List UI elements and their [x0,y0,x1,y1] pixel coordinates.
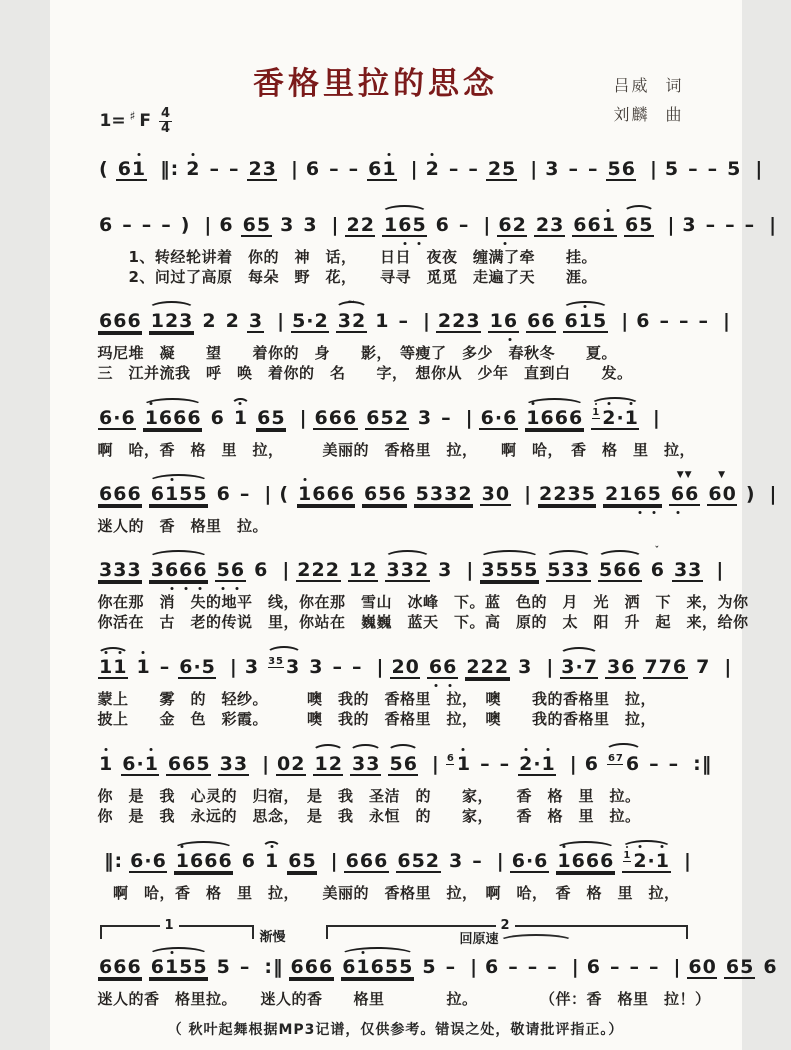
lyrics-line: 啊 哈，香 格 里 拉， 美丽的 香格里 拉， 啊 哈， 香 格 里 拉， [97,441,696,460]
note-token: – [159,656,170,679]
barline: | [431,753,439,776]
key-prefix: 1= [99,111,126,132]
note-token: $^{67}$ 6 [607,753,640,776]
note-token: – [209,158,219,181]
barline: | [376,656,384,679]
note-token: $^1$ 2 ·1 [591,408,640,430]
barline: | [569,753,577,776]
note-token: 5332 [415,483,472,506]
a-tempo-label: 回原速 [460,928,499,947]
note-token: 36 [606,656,635,679]
notation-line [98,470,777,516]
note-token: 6 6 [427,658,457,679]
system-5 [97,470,777,536]
note-token: – [141,214,152,237]
note-token: – [668,753,679,776]
barline: | [422,310,430,333]
note-token: – [441,407,451,430]
note-token: 3 [417,407,432,430]
note-token: 661 [572,216,617,237]
lyrics-line: 迷人的 香 格里 拉。 [97,517,269,536]
note-token: 1 [135,658,151,677]
note-token: – [659,310,669,333]
note-token: – [472,850,482,873]
note-token: 3 [280,214,294,237]
note-token: 65 [242,214,271,237]
lyricist-credit [613,72,683,101]
barline: | [649,158,657,181]
note-token: 56 [389,753,417,776]
note-token: – [499,753,510,776]
barline: | [722,310,730,333]
note-token: 666 [345,850,388,873]
note-token: 66 [527,310,555,333]
note-token: 6 [636,310,650,333]
note-token: 1 666 [556,852,615,873]
lyrics-line: 1、转经轮讲着 你的 神 话， 日日 夜夜 缠满了牵 挂。 [97,248,597,267]
note-token: 566 [599,559,641,582]
note-token: – [587,158,598,181]
note-token: 1 666 [525,409,584,430]
note-token: 3 [244,656,259,679]
lyricist-role: 词 [665,76,684,95]
note-token: 1 666 [174,852,233,873]
note-token: – [527,956,538,979]
note-token: – [568,158,578,181]
note-token: 3 [682,214,696,237]
grace-notes: 67 [607,753,623,765]
note-token: 1 [232,409,248,428]
note-token: 6 [485,956,499,979]
note-token: 60 ▼ [708,470,736,506]
notation-line [98,642,732,689]
lyrics-line: 披上 金 色 彩霞。 噢 我的 香格里 拉， 噢 我的香格里 拉， [97,710,657,729]
note-token: 123 [150,310,193,333]
note-token: 61 655 [341,958,414,979]
system-4 [98,393,694,460]
system-1 [98,145,763,191]
note-token: 5 [216,956,230,979]
note-token: 61 55 [149,958,208,979]
note-token: – [547,956,557,979]
note-token: 6 [241,850,255,873]
note-token: 65 [725,956,754,979]
barline: | [466,559,474,582]
note-token: 2 [424,160,440,179]
note-token: 6 [305,158,320,181]
note-token: 1 [263,852,279,871]
note-token: 6·6 [480,407,517,430]
ornament-mark: ~ [347,297,356,308]
lyrics-line: 2、问过了高原 每朵 野 花， 寻寻 觅觅 走遍了天 涯。 [97,268,597,287]
note-token: 61 55 [149,485,208,506]
note-token: 32 ~ [337,297,366,333]
volta-tempo-row [98,913,694,948]
note-token: 16 5 [382,216,427,237]
note-token: 222 [466,656,509,679]
note-token: 6·1 [121,755,160,776]
note-token: 3 [309,656,323,679]
barline: :‖ [264,956,283,979]
footer-note: （ 秋叶起舞根据MP3记谱，仅供参考。错误之处，敬请批评指正。） [167,1022,624,1039]
note-token: 333 [99,559,141,582]
system-8 [97,739,712,826]
credits [613,72,683,130]
note-token: 5 [727,158,741,181]
notation-line [98,297,730,343]
note-token: 666 [314,407,357,430]
note-token: – [508,956,518,979]
note-token: – [351,656,362,679]
grace-notes: 6 [446,753,454,765]
note-token: $^1$ 2 ·1 [622,851,671,873]
note-token: 6 2 [497,216,527,237]
note-token: 60 [688,956,716,979]
note-token: 7 [696,656,710,679]
barline: | [229,656,237,679]
note-token: 6·5 [179,656,215,679]
lyrics-line: 蒙上 雾 的 轻纱。 噢 我的 香格里 拉， 噢 我的香格里 拉， [97,690,657,709]
note-token: 666 [290,956,333,979]
note-token: 2 [185,160,201,179]
note-token: 3 [518,656,532,679]
note-token: ) [180,214,190,237]
note-token: 12 [314,753,342,776]
note-token: – [688,158,698,181]
note-token: 33 [351,753,380,776]
notation-line [98,836,694,883]
barline: | [496,850,504,873]
system-10 [97,943,777,1009]
composer-name: 刘麟 [613,104,650,124]
note-token: 223 [437,310,480,333]
note-token: – [678,310,689,333]
system-3 [97,297,730,383]
note-token: 6 6 ▼▼ [669,485,699,506]
barline: | [299,407,307,430]
note-token: – [348,158,359,181]
note-token: 666 [99,310,141,333]
barline: | [769,483,777,506]
barline: | [621,310,629,333]
barline: | [673,956,681,979]
lyricist-name: 吕威 [613,76,650,95]
note-token: $^6$ 1 [445,754,471,774]
note-token: 6 [216,483,230,506]
notation-line [98,546,724,592]
note-token: 1 [375,310,389,333]
note-token: 6 [586,956,600,979]
lyrics-line: 玛尼堆 凝 望 着你的 身 影， 等瘦了 多少 春秋冬 夏。 [97,344,618,363]
meter-top: 4 [161,106,171,121]
note-token: 25 [487,158,516,181]
barline: | [652,407,660,430]
note-token: 33 [673,559,702,582]
note-token: – [229,158,239,181]
barline: | [264,483,272,506]
barline: | [262,753,270,776]
system-2 [97,201,777,287]
lyrics-line: 你活在 古 老的传说 里，你站在 巍巍 蓝天 下。高 原的 太 阳 升 起 来，给你 [97,613,749,632]
sharp-accidental: ♯ [129,109,136,124]
note-token: – [329,158,339,181]
note-token: 61 [116,160,146,181]
system-9 [98,836,694,903]
barline: | [410,158,418,181]
note-token: 652 [397,850,440,873]
barline: | [684,850,691,873]
note-token: 666 [99,956,141,979]
volta-2-bracket [326,918,688,948]
note-token: – [468,158,478,181]
note-token: 2235 [539,483,595,506]
note-token: 6 [99,214,113,237]
note-token: – [445,956,456,979]
note-token: 6·6 [99,407,135,430]
note-token: 12 [349,559,377,582]
note-token: – [629,956,639,979]
lyrics-line: 你 是 我 永远的 思念， 是 我 永恒 的 家， 香 格 里 拉。 [97,807,641,826]
note-token: 1 666 [143,409,202,430]
note-token: – [239,956,250,979]
note-token: – [707,158,718,181]
note-token: 3 [449,850,463,873]
barline: | [204,214,212,237]
note-token: – [332,656,342,679]
note-token: 33 [219,753,248,776]
note-token: 61 5 [563,312,608,333]
note-token: 3 [303,214,317,237]
ornament-mark: ˇ [654,546,661,557]
note-token: 20 [391,656,419,679]
barline: | [571,956,579,979]
note-token: 3 [545,158,559,181]
note-token: – [122,214,132,237]
volta-1-label: 1 [160,918,179,933]
note-token: 776 [644,656,687,679]
barline: | [282,559,290,582]
sheet-music-page [50,0,777,1050]
note-token: – [648,956,659,979]
note-token: 5 [422,956,436,979]
notation-line [98,943,777,989]
note-token: 65 [257,407,285,430]
barline: | [546,656,554,679]
note-token: – [458,214,469,237]
note-token: ( [99,158,108,181]
note-token: 666 [99,483,141,506]
grace-notes: 1 [623,850,631,862]
song-title: 香格里拉的思念 [253,66,498,102]
note-token: 6 [210,407,224,430]
barline: :‖ [693,753,712,776]
note-token: – [398,310,408,333]
rit-label: 渐慢 [258,926,288,945]
barline: | [524,483,532,506]
lyrics-line: 你 是 我 心灵的 归宿， 是 我 圣洁 的 家， 香 格 里 拉。 [97,787,641,806]
note-token: 2 ·1 [518,755,557,776]
note-token: 6 [254,559,268,582]
system-6 [97,546,749,632]
note-token: 652 [366,407,408,430]
note-token: 6 [219,214,233,237]
note-token: – [705,214,716,237]
note-token: 65 [288,850,316,873]
barline: ‖: [160,158,179,181]
barline: | [330,850,338,873]
note-token: – [649,753,659,776]
note-token: ) [745,483,755,506]
note-token: 22 [346,214,374,237]
notation-line [98,145,763,191]
note-token: 6·6 [130,850,166,873]
volta-2-label: 2 [496,918,515,933]
note-token: 216 5 [603,485,662,506]
note-token: 2 [225,310,239,333]
note-token: – [161,214,171,237]
note-token: – [725,214,735,237]
note-token: ( [279,483,289,506]
lyrics-line: 迷人的香 格里拉。 迷人的香 格里 拉。 （伴：香 格里 拉！） [97,990,711,1009]
note-token: 65 [625,214,653,237]
ornament-mark: ▼ [718,470,727,481]
note-token: 3 [248,310,263,333]
note-token: 1 1 [98,658,128,679]
barline: | [724,656,732,679]
note-token: 23 [248,158,276,181]
note-token: 16 [488,312,518,333]
ornament-mark: ▼▼ [676,470,693,481]
barline: | [290,158,298,181]
note-token: – [448,158,459,181]
note-token: – [609,956,620,979]
notation-line [98,201,777,247]
note-token: 3·7 [561,656,597,679]
note-token: 5·2 [292,310,328,333]
note-token: 6 ˇ [650,546,664,582]
note-token: 3 [438,559,452,582]
barline: | [331,214,339,237]
note-token: 3555 [481,559,538,582]
note-token: 5 [664,158,679,181]
note-token: 1 666 [297,485,356,506]
barline: ‖: [104,850,123,873]
grace-notes: 35 [268,656,284,668]
barline: | [277,310,285,333]
note-token: 1 [98,755,114,774]
time-signature [159,107,172,135]
note-token: $^{35}$ 3 [268,656,300,679]
barline: | [716,559,724,582]
barline: | [530,158,538,181]
note-token: – [744,214,755,237]
note-token: – [480,753,490,776]
note-token: 23 [535,214,564,237]
note-token: 02 [277,753,305,776]
note-token: 61 [367,160,397,181]
note-token: 332 [386,559,429,582]
note-token: 656 [363,483,406,506]
notation-line [98,393,694,440]
lyrics-line: 啊 哈，香 格 里 拉， 美丽的 香格里 拉， 啊 哈， 香 格 里 拉， [97,884,680,903]
barline: | [667,214,675,237]
grace-notes: 1 [592,407,600,419]
composer-role: 曲 [665,104,684,124]
system-7 [97,642,732,729]
note-token: 6·6 [511,850,548,873]
barline: | [470,956,478,979]
key-letter: F [139,111,152,132]
note-token: 36 6 6 [149,561,208,582]
note-token: 6 [435,214,449,237]
note-token: – [239,483,250,506]
barline: | [465,407,473,430]
barline: | [769,214,777,237]
key-signature [99,104,694,136]
note-token: 6 [763,956,777,979]
note-token: 30 [481,483,510,506]
barline: | [483,214,491,237]
score [97,145,777,1009]
lyrics-line: 三 江并流我 呼 唤 着你的 名 字， 想你从 少年 直到白 发。 [97,364,633,383]
composer-credit [613,101,683,130]
note-token: 222 [297,559,339,582]
lyrics-line: 你在那 消 失的地平 线，你在那 雪山 冰峰 下。蓝 色的 月 光 洒 下 来，为你 [97,593,749,612]
note-token: 56 [607,158,635,181]
note-token: 2 [202,310,216,333]
note-token: 6 [584,753,598,776]
volta-1-bracket [100,918,254,939]
barline: | [755,158,763,181]
note-token: 5 6 [215,561,245,582]
note-token: 665 [167,753,210,776]
note-token: – [698,310,708,333]
meter-bottom: 4 [161,120,171,136]
notation-line [98,739,712,786]
note-token: 533 [547,559,589,582]
